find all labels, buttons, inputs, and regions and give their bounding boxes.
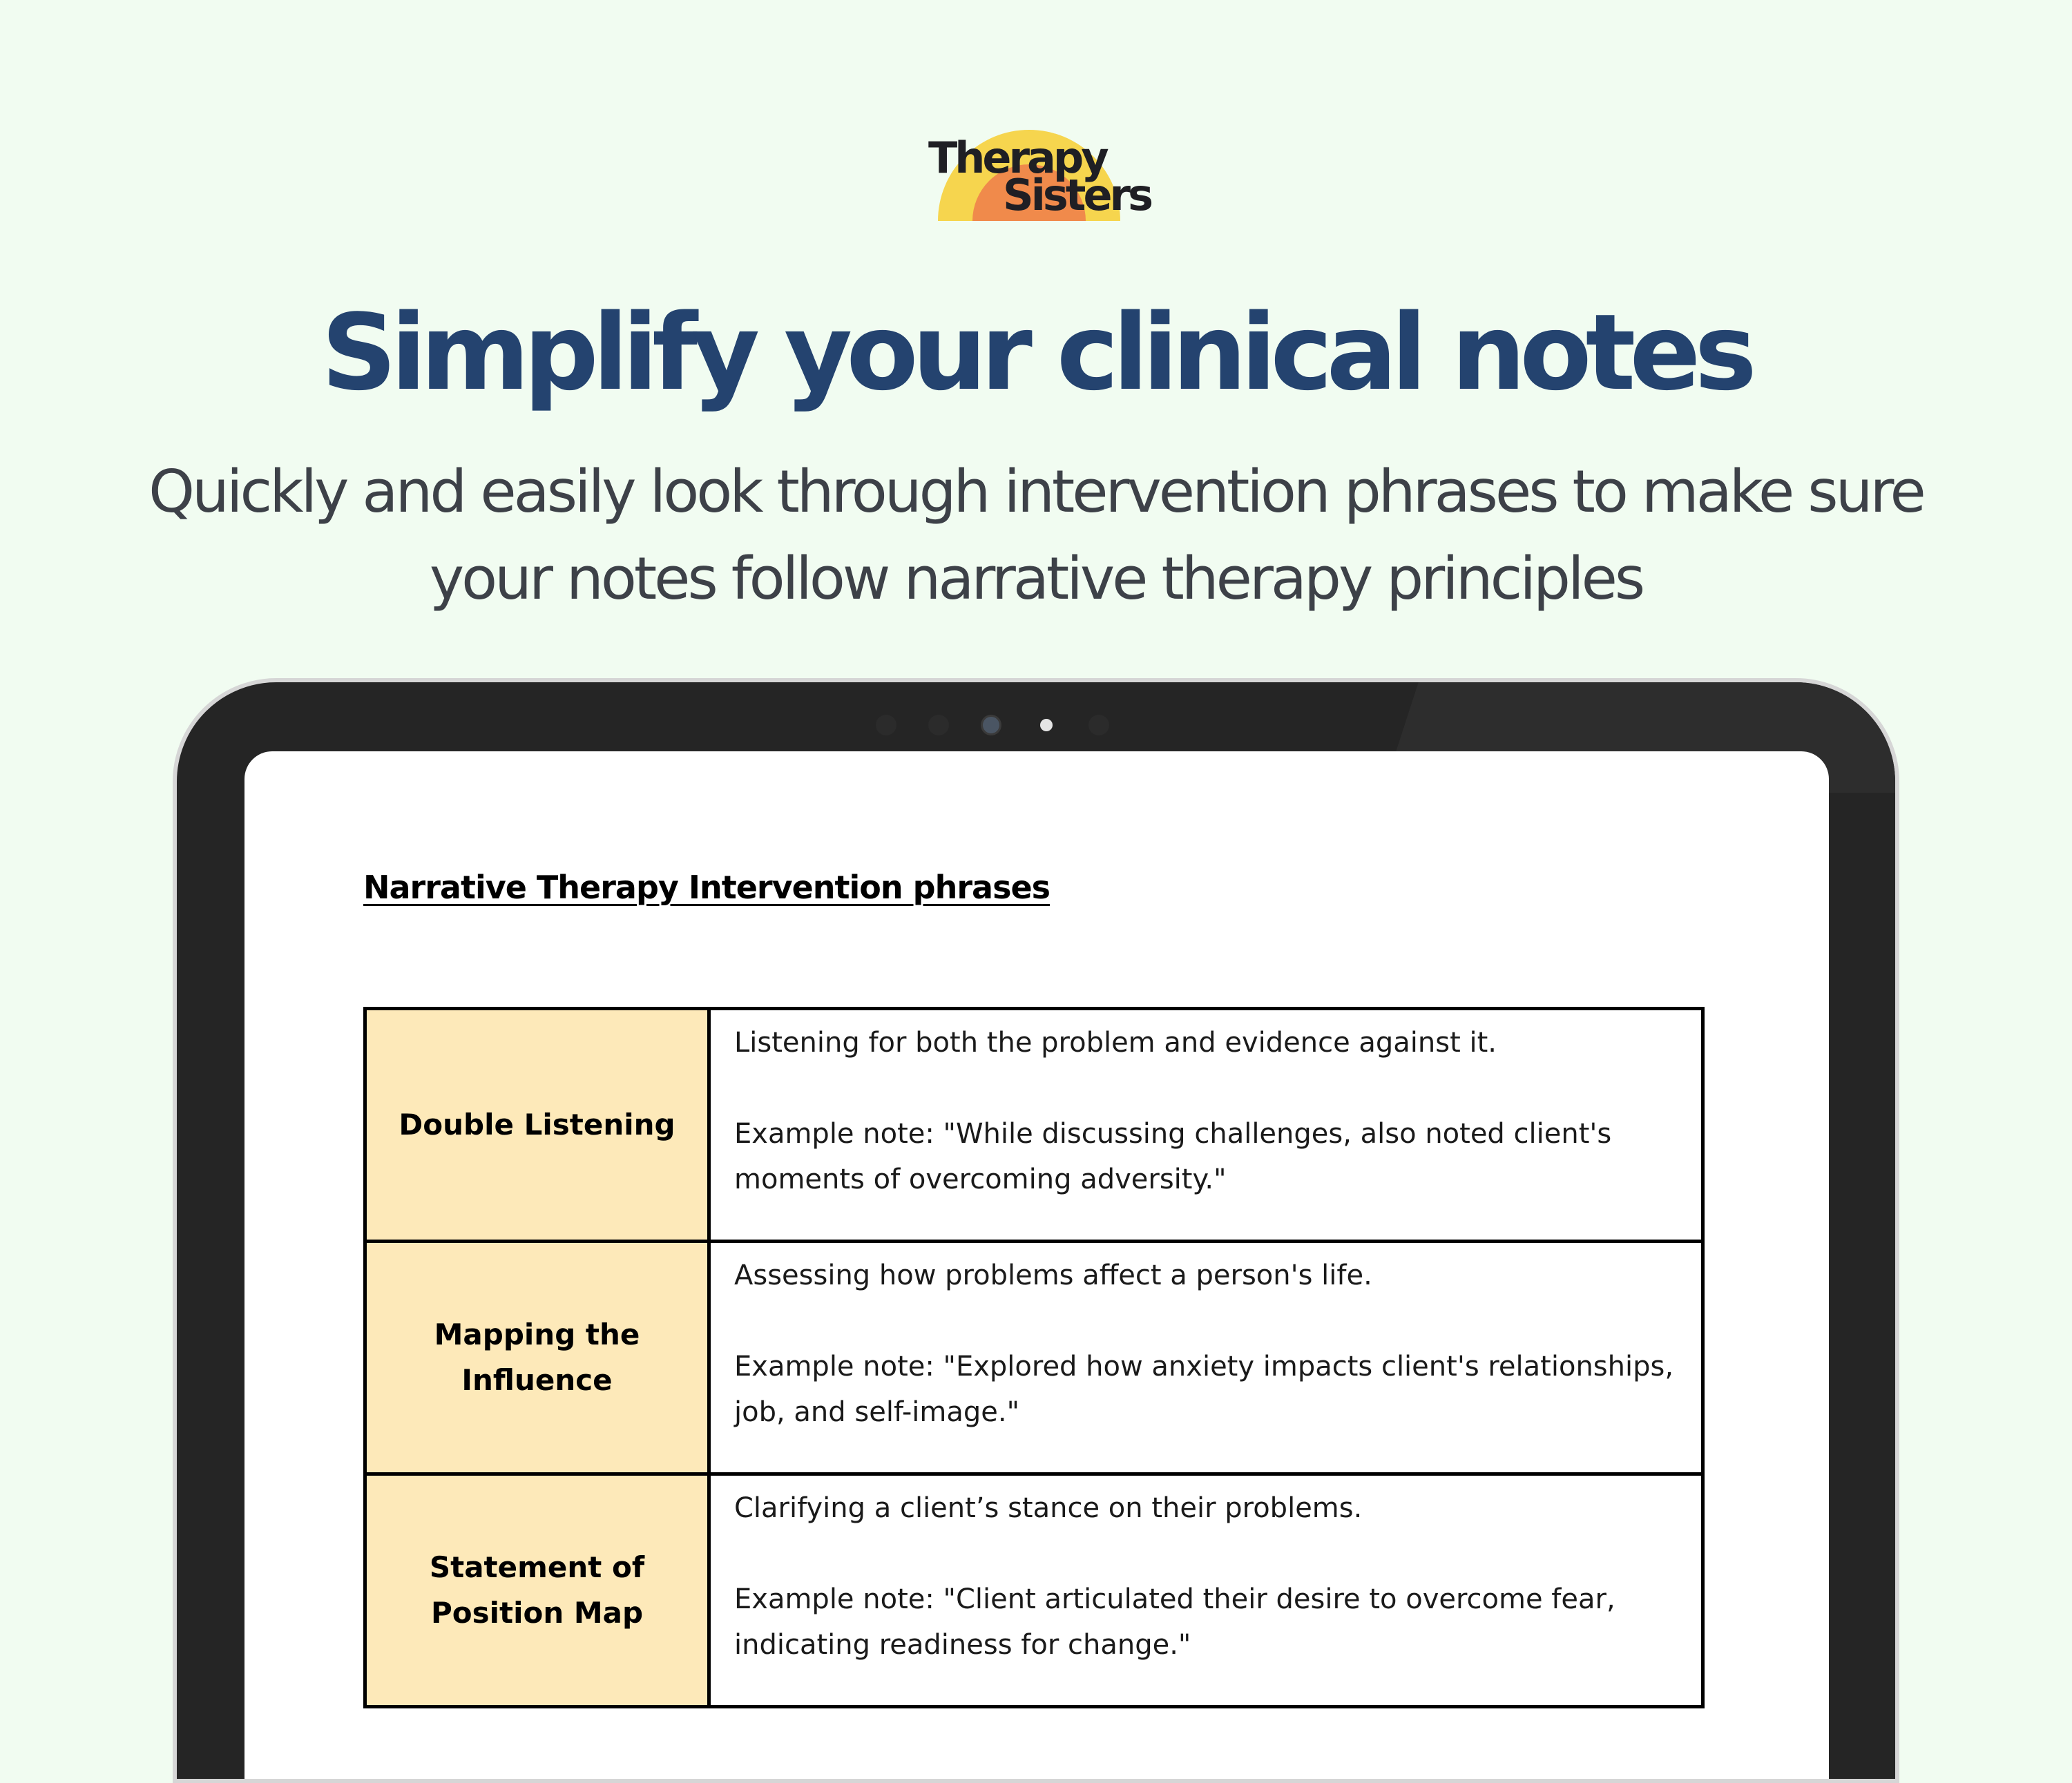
definition-text: Assessing how problems affect a person's life. [734,1260,1372,1291]
description-cell [709,1009,1703,1242]
sensor-dot [928,715,949,735]
logo-word-sisters: Sisters [1003,170,1151,220]
term-cell: Double Listening [365,1009,709,1242]
term-cell: Statement of Position Map [365,1474,709,1707]
description-cell [709,1242,1703,1474]
table-row [365,1242,1703,1474]
term-cell: Mapping the Influence [365,1242,709,1474]
sensor-dot [876,715,896,735]
example-note-text: Example note: "Client articulated their desire to overcome fear, indicating readiness for change." [734,1583,1615,1661]
example-note-text: Example note: "While discussing challenges, also noted client's moments of overcoming adversity." [734,1118,1612,1195]
table-row [365,1009,1703,1242]
tablet-screen [244,751,1829,1783]
camera-light-icon [1040,719,1053,731]
document-title: Narrative Therapy Intervention phrases [363,869,1051,906]
logo-word-therapy: Therapy [928,133,1106,183]
tablet-device-frame [173,678,1899,1783]
example-note-text: Example note: "Explored how anxiety impacts client's relationships, job, and self-image." [734,1351,1674,1428]
hero-headline: Simplify your clinical notes [321,291,1751,414]
intervention-phrases-table [363,1007,1705,1708]
description-cell [709,1474,1703,1707]
camera-lens-icon [981,715,1001,735]
definition-text: Listening for both the problem and evidence against it. [734,1027,1497,1059]
table-row [365,1474,1703,1707]
sensor-dot [1088,715,1109,735]
definition-text: Clarifying a client’s stance on their problems. [734,1492,1363,1524]
therapy-sisters-logo [925,117,1151,221]
camera-bar [867,711,1144,739]
logo-wordmark [925,133,1151,220]
hero-subtitle: Quickly and easily look through intervention phrases to make sure your notes follow narrative therapy principles [148,458,1924,613]
